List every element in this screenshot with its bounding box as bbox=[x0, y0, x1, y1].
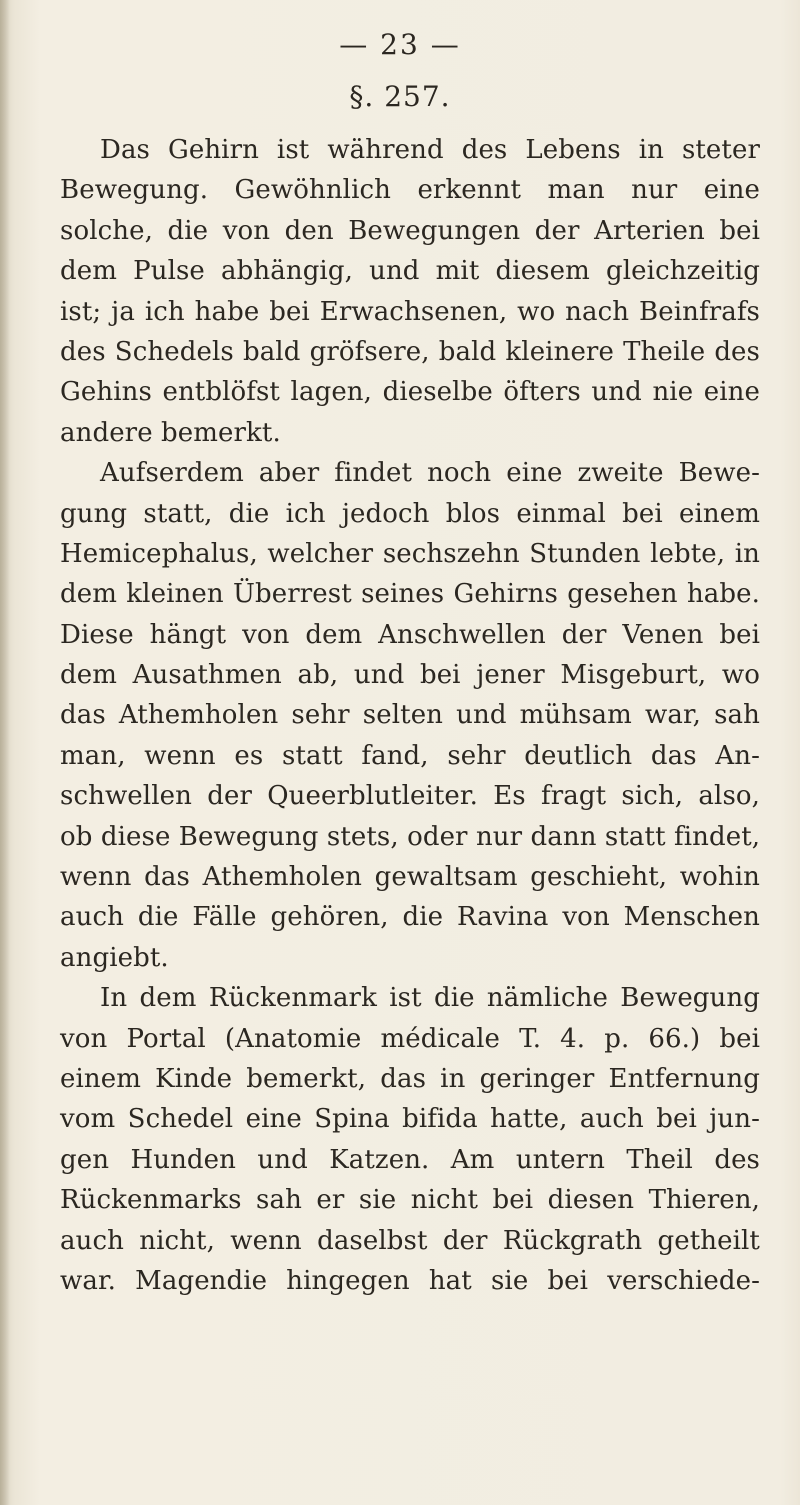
text-line: wenn das Athemholen gewaltsam geschieht, wohin bbox=[60, 862, 760, 893]
text-line: man, wenn es statt fand, sehr deutlich das An- bbox=[60, 740, 760, 771]
text-line: dem Pulse abhängig, und mit diesem gleichzeitig bbox=[60, 256, 760, 287]
text-line: das Athemholen sehr selten und mühsam war, sah bbox=[60, 700, 760, 731]
text-line: angiebt. bbox=[60, 942, 169, 973]
text-line: einem Kinde bemerkt, das in geringer Entfernung bbox=[60, 1063, 760, 1094]
section-heading: §. 257. bbox=[349, 80, 451, 113]
text-line: dem kleinen Überrest seines Gehirns gesehen habe. bbox=[60, 579, 760, 610]
text-line: auch die Fälle gehören, die Ravina von Menschen bbox=[60, 902, 760, 933]
text-line: vom Schedel eine Spina bifida hatte, auch bei jun- bbox=[60, 1104, 760, 1135]
text-line: ist; ja ich habe bei Erwachsenen, wo nach Beinfrafs bbox=[60, 296, 760, 327]
binding-shadow bbox=[0, 0, 10, 1505]
text-line: war. Magendie hingegen hat sie bei verschiede- bbox=[60, 1265, 760, 1296]
text-line: des Schedels bald gröfsere, bald kleinere Theile des bbox=[60, 336, 760, 367]
page-number: — 23 — bbox=[339, 28, 461, 61]
text-line: Diese hängt von dem Anschwellen der Venen bei bbox=[60, 619, 760, 650]
text-line: gung statt, die ich jedoch blos einmal bei einem bbox=[60, 498, 760, 529]
text-line: ob diese Bewegung stets, oder nur dann statt findet, bbox=[60, 821, 761, 852]
text-line: Aufserdem aber findet noch eine zweite Bewe- bbox=[100, 458, 760, 489]
text-line: Das Gehirn ist während des Lebens in steter bbox=[100, 135, 760, 165]
text-line: andere bemerkt. bbox=[60, 417, 281, 448]
text-line: In dem Rückenmark ist die nämliche Bewegung bbox=[100, 983, 760, 1014]
text-line: von Portal (Anatomie médicale T. 4. p. 66.) bei bbox=[60, 1023, 760, 1054]
text-line: schwellen der Queerblutleiter. Es fragt sich, also, bbox=[60, 781, 760, 812]
text-line: Rückenmarks sah er sie nicht bei diesen Thieren, bbox=[60, 1185, 760, 1216]
body-text bbox=[60, 130, 760, 1301]
text-line: Bewegung. Gewöhnlich erkennt man nur eine bbox=[60, 175, 760, 206]
text-line: dem Ausathmen ab, und bei jener Misgeburt, wo bbox=[60, 660, 760, 691]
text-line: Hemicephalus, welcher sechszehn Stunden lebte, in bbox=[60, 538, 760, 569]
text-line: gen Hunden und Katzen. Am untern Theil des bbox=[60, 1144, 760, 1175]
text-line: solche, die von den Bewegungen der Arterien bei bbox=[60, 215, 760, 246]
text-line: auch nicht, wenn daselbst der Rückgrath getheilt bbox=[60, 1225, 760, 1256]
text-line: Gehins entblöfst lagen, dieselbe öfters und nie eine bbox=[60, 377, 760, 408]
